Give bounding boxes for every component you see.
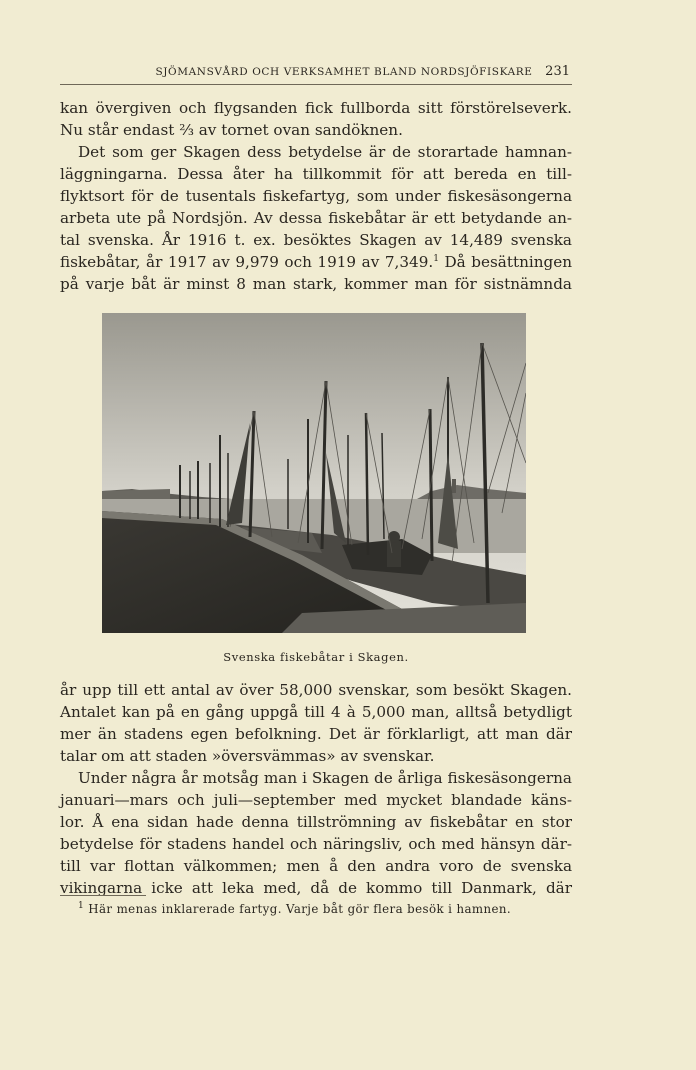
text-line: år upp till ett antal av över 58,000 svenskar, som besökt Skagen. [60,681,572,699]
footnote-text: Här menas inklarerade fartyg. Varje båt gör flera besök i hamnen. [84,901,512,916]
text-line: flyktsort för de tusentals fiskefartyg, som under fiskesäsongerna [60,187,572,205]
text-segment: fiskebåtar, år 1917 av 9,979 och 1919 av 7,349. [60,253,434,271]
footnote-divider [60,895,146,896]
page-number: 231 [545,64,570,79]
page-header [60,62,572,85]
text-line: Det som ger Skagen dess betydelse är de storartade hamnan- [78,143,572,161]
text-line: betydelse för stadens handel och näringsliv, och med hänsyn där- [60,835,572,853]
text-line: talar om att staden »översvämmas» av svenskar. [60,747,435,765]
body-text-bottom [60,679,572,899]
text-line: mer än stadens egen befolkning. Det är förklarligt, att man där [60,725,572,743]
text-line: januari—mars och juli—september med mycket blandade käns- [60,791,572,809]
body-text-top [60,97,572,295]
text-line: Nu står endast ⅔ av tornet ovan sandöknen. [60,121,403,139]
figure-caption: Svenska fiskebåtar i Skagen. [223,650,409,664]
text-line: Antalet kan på en gång uppgå till 4 à 5,000 man, alltså betydligt [60,703,572,721]
photo-illustration [102,313,526,633]
text-segment: Då besättningen [438,253,572,271]
footnote-reference[interactable]: 1 [433,253,439,264]
text-line: arbeta ute på Nordsjön. Av dessa fiskebåtar är ett betydande an- [60,209,572,227]
text-line: vikingarna icke att leka med, då de kommo till Danmark, där [60,879,572,897]
footnote [78,901,572,916]
text-line [60,251,572,273]
text-line: till var flottan välkommen; men å den andra voro de svenska [60,857,572,875]
text-line: tal svenska. År 1916 t. ex. besöktes Skagen av 14,489 svenska [60,231,572,249]
footnote-marker: 1 [78,901,85,911]
harbor-photograph [102,313,526,633]
fisherman [387,541,401,567]
text-line: kan övergiven och flygsanden fick fullborda sitt förstörelseverk. [60,99,572,117]
text-line: Under några år motsåg man i Skagen de årliga fiskesäsongerna [78,769,572,787]
text-line: lor. Å ena sidan hade denna tillströmning av fiskebåtar en stor [60,813,572,831]
text-line: på varje båt är minst 8 man stark, kommer man för sistnämnda [60,275,572,293]
text-line: läggningarna. Dessa åter ha tillkommit för att bereda en till- [60,165,572,183]
running-title: SJÖMANSVÅRD OCH VERKSAMHET BLAND NORDSJÖFISKARE [155,66,533,78]
